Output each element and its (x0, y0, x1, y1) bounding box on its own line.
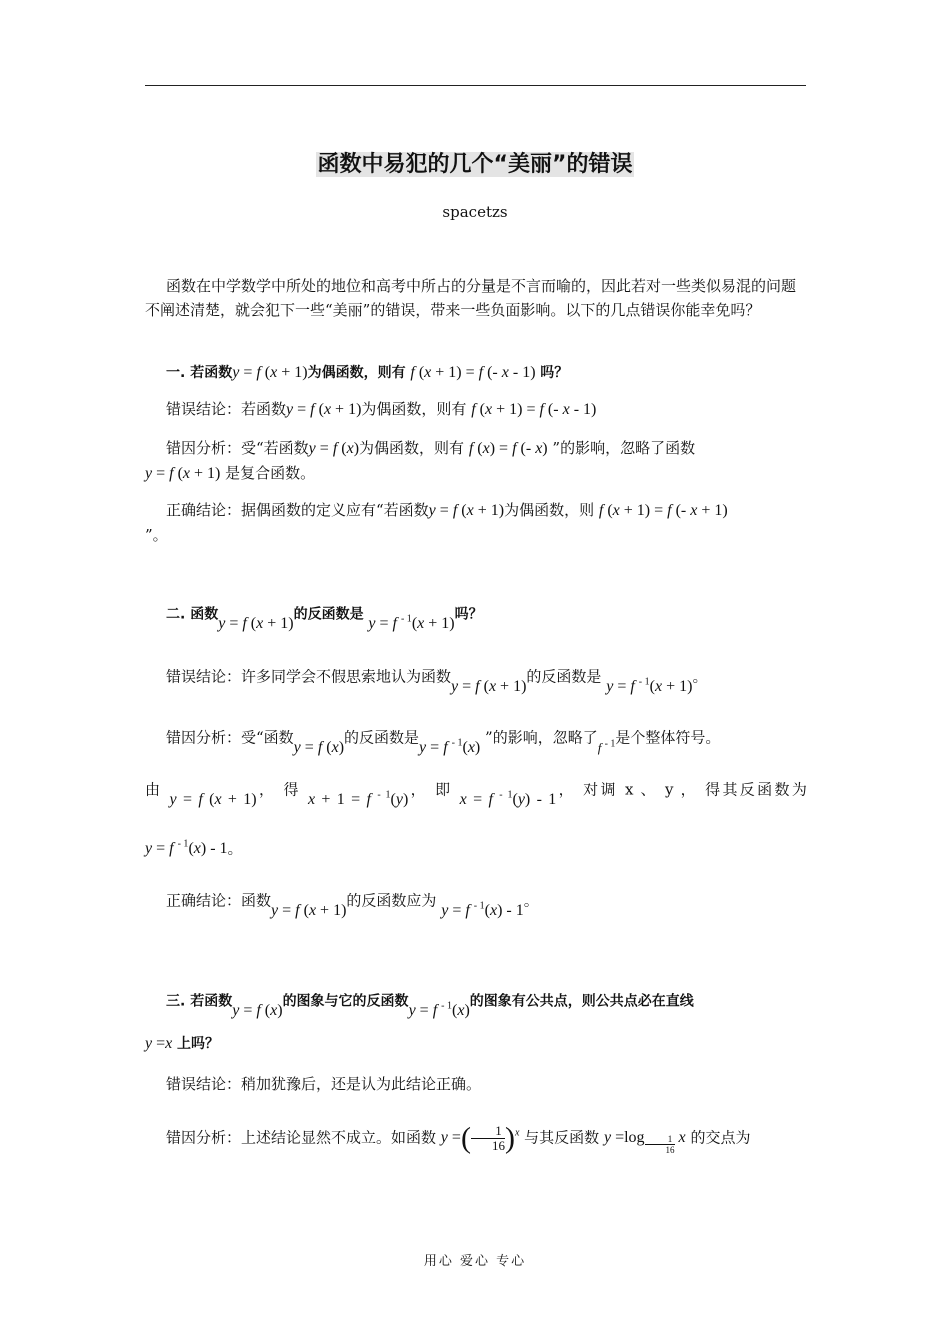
text: 。 (523, 891, 539, 910)
text: 得 (283, 780, 301, 799)
math-formula: y =x (145, 1035, 173, 1052)
text: ， (408, 780, 429, 799)
math-formula: f (x + 1) = f (- x - 1) (471, 401, 597, 418)
heading-text: 上吗？ (177, 1036, 220, 1052)
math-formula: y = f (x + 1) (232, 364, 308, 381)
intro-paragraph: 函数在中学数学中所处的地位和高考中所占的分量是不言而喻的，因此若对一些类似易混的问题不阐述清楚，就会犯下一些“美丽”的错误，带来一些负面影响。以下的几点错误你能幸免吗？ (145, 277, 797, 319)
text: 对调 x 、 y ， 得其反函数为 (583, 780, 807, 799)
section-1-analysis-cont (145, 461, 807, 486)
heading-text: 二. 函数 (166, 606, 219, 623)
section-3-heading-cont (145, 1031, 807, 1056)
math-formula: y =log $_{\frac{1}{16}}$ x (603, 1129, 686, 1155)
text: 与其反函数 (524, 1128, 600, 1147)
text: ， (256, 780, 277, 799)
text: 错因分析：受“函数 (166, 728, 294, 747)
title-text: 函数中易犯的几个“美丽”的错误 (317, 152, 633, 177)
text: ”的影响，忽略了 (485, 728, 598, 747)
math-formula: f (x + 1) = f (- x + 1) (598, 502, 728, 519)
section-1-error (145, 397, 807, 422)
math-formula: y = f (x + 1) (286, 401, 362, 418)
section-1-heading (145, 360, 807, 385)
section-3-analysis (145, 1122, 807, 1156)
math-formula: y = f $^{- 1}$(x) - 1 (145, 839, 228, 858)
math-formula: f (x + 1) = f (- x - 1) (410, 364, 536, 381)
text: 即 (435, 780, 453, 799)
math-formula: y = f (x + 1) (428, 502, 505, 519)
math-formula: y = f (x) (308, 440, 360, 457)
math-formula: y = f (x + 1) (169, 791, 257, 809)
text: 正确结论：函数 (166, 891, 272, 910)
math-formula: y = f $^{- 1}$(x + 1) (606, 677, 693, 696)
text: 的反函数应为 (346, 891, 437, 910)
math-formula: y = f $^{- 1}$(x) (408, 1001, 470, 1020)
math-formula: y = f (x + 1) (451, 678, 527, 696)
text: 的反函数是 (344, 728, 420, 747)
text: 为偶函数，则 (504, 501, 595, 519)
author: spacetzs (442, 203, 508, 221)
math-formula: f (x) = f (- x) (468, 440, 548, 457)
text: 是个整体符号。 (615, 728, 721, 747)
section-2-derivation-result (145, 833, 807, 861)
text: 错误结论：若函数 (166, 400, 287, 418)
math-formula: y = f (x + 1) (218, 615, 294, 633)
math-formula: y = f $^{- 1}$(x) - 1 (441, 901, 524, 920)
text: 的反函数是 (526, 667, 602, 686)
heading-text: 一. 若函数 (166, 365, 233, 381)
section-2-derivation (145, 774, 807, 809)
math-formula: y = f (x) (293, 739, 345, 757)
section-2-error (145, 661, 807, 696)
math-formula: y =( $\frac{1}{16}$ )$^x$ (440, 1121, 520, 1155)
header-rule (145, 85, 806, 86)
text: 是复合函数。 (225, 464, 316, 482)
math-formula: f $^{- 1}$ (597, 739, 616, 756)
heading-text: 的反函数是 (293, 606, 364, 623)
text: 的交点为 (690, 1128, 751, 1147)
section-3-heading (145, 985, 807, 1020)
section-2-analysis (145, 722, 807, 757)
section-1-correct (145, 498, 807, 523)
heading-text: 三. 若函数 (166, 993, 233, 1010)
section-2-heading (145, 598, 807, 633)
text: 正确结论：据偶函数的定义应有“若函数 (166, 501, 429, 519)
heading-text: 的图象有公共点，则公共点必在直线 (469, 993, 694, 1010)
math-formula: y = f (x) (232, 1002, 283, 1020)
text: 。 (227, 839, 243, 858)
heading-text: 吗？ (540, 365, 569, 381)
math-formula: y = f (x + 1) (271, 902, 347, 920)
text: 由 (145, 780, 163, 799)
text: 错因分析：受“若函数 (166, 439, 309, 457)
math-formula: y = f $^{- 1}$(x) (419, 738, 481, 757)
text: ”的影响，忽略了函数 (552, 439, 696, 457)
section-3-error: 错误结论：稍加犹豫后，还是认为此结论正确。 (166, 1075, 482, 1093)
heading-text: 吗？ (454, 606, 483, 623)
math-formula: x + 1 = f $^{- 1}$(y) (307, 790, 409, 809)
text: 错因分析：上述结论显然不成立。如函数 (166, 1128, 437, 1147)
section-1-analysis (145, 436, 807, 461)
text: ， (556, 780, 577, 799)
text: 错误结论：许多同学会不假思索地认为函数 (166, 667, 452, 686)
page-footer: 用心 爱心 专心 (423, 1254, 527, 1269)
document-title (0, 147, 950, 178)
heading-text: 为偶函数，则有 (307, 365, 406, 381)
text: 。 (692, 667, 708, 686)
math-formula: y = f (x + 1) (145, 465, 221, 482)
section-2-correct (145, 885, 807, 920)
heading-text: 的图象与它的反函数 (282, 993, 409, 1010)
math-formula: x = f $^{- 1}$(y) - 1 (459, 790, 557, 809)
text: 为偶函数，则有 (359, 439, 465, 457)
math-formula: y = f $^{- 1}$(x + 1) (368, 614, 455, 633)
section-1-correct-cont: ”。 (145, 526, 168, 544)
text: 为偶函数，则有 (361, 400, 467, 418)
